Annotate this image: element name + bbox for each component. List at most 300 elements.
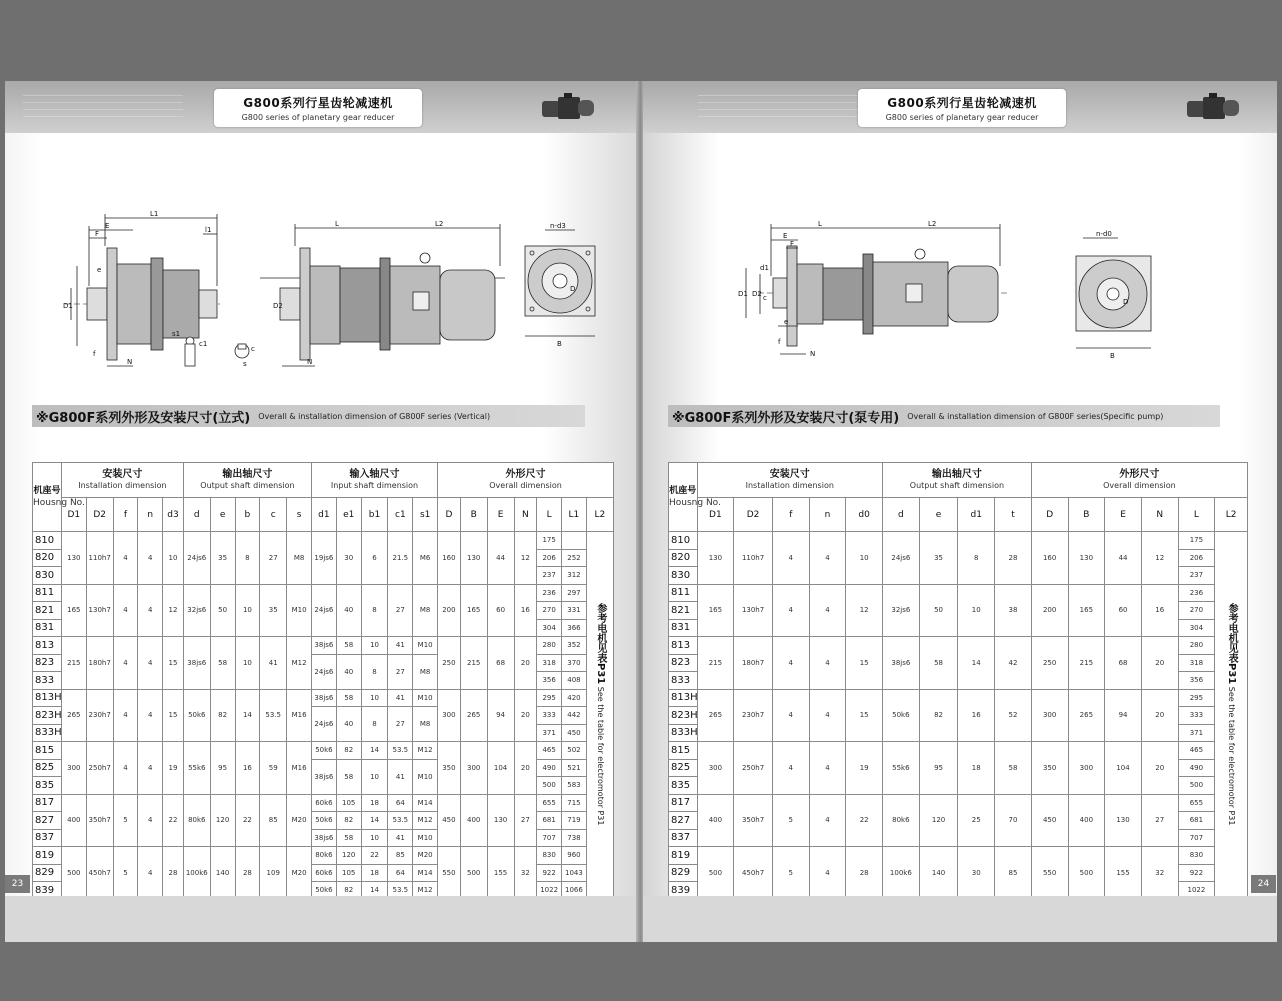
overall-value: 155 xyxy=(487,847,514,900)
housing-number: 813 xyxy=(669,637,698,655)
install-value: 4 xyxy=(113,742,138,795)
motor-note-cn: 参考电机见表P31 xyxy=(594,603,606,685)
table-row xyxy=(669,532,1248,550)
input-value: 10 xyxy=(361,759,388,794)
input-value: M20 xyxy=(413,847,438,865)
length-L1: 521 xyxy=(562,759,587,777)
r-section-title-en: Overall & installation dimension of G800F series(Specific pump) xyxy=(907,411,1164,421)
overall-value: 400 xyxy=(1068,794,1105,847)
overall-value: 165 xyxy=(1068,584,1105,637)
output-header-cn: 输出轴尺寸 xyxy=(222,469,273,480)
overall-value: 165 xyxy=(460,584,487,637)
length-L: 270 xyxy=(1178,602,1215,620)
housing-number: 823H xyxy=(33,707,62,725)
install-value: 400 xyxy=(697,794,734,847)
install-value: 4 xyxy=(138,742,163,795)
output-value: 95 xyxy=(210,742,235,795)
length-L1: 252 xyxy=(562,549,587,567)
housing-number: 830 xyxy=(669,567,698,585)
table-row xyxy=(33,532,614,550)
output-value: 95 xyxy=(919,742,958,795)
input-value: 40 xyxy=(336,654,361,689)
overall-header xyxy=(1031,463,1247,498)
install-value: 215 xyxy=(61,637,86,690)
r-section-title-cn: ※G800F系列外形及安装尺寸(泵专用) xyxy=(672,410,900,426)
motor-note-cn: 参考电机见表P31 xyxy=(1226,603,1238,685)
col-f: f xyxy=(772,498,809,532)
overall-value: 155 xyxy=(1105,847,1142,900)
title-cn-right: G800系列行星齿轮减速机 xyxy=(887,96,1037,110)
install-value: 450h7 xyxy=(734,847,773,900)
output-value: 25 xyxy=(958,794,995,847)
install-value: 130 xyxy=(61,532,86,585)
length-L: 237 xyxy=(1178,567,1215,585)
length-L1: 366 xyxy=(562,619,587,637)
housing-number: 827 xyxy=(33,812,62,830)
housing-number: 813H xyxy=(33,689,62,707)
overall-header-cn: 外形尺寸 xyxy=(505,469,546,480)
input-value: 85 xyxy=(388,847,413,865)
output-value: 50 xyxy=(210,584,235,637)
length-L: 1022 xyxy=(537,882,562,900)
overall-value: 20 xyxy=(514,689,537,742)
col-D1: D1 xyxy=(697,498,734,532)
install-value: 215 xyxy=(697,637,734,690)
overall-value: 200 xyxy=(1031,584,1068,637)
overall-value: 104 xyxy=(487,742,514,795)
length-L: 304 xyxy=(1178,619,1215,637)
section-title-en: Overall & installation dimension of G800F series (Vertical) xyxy=(258,411,491,421)
r-label-D1: D1 xyxy=(738,290,748,298)
length-L: 830 xyxy=(1178,847,1215,865)
output-value: 85 xyxy=(995,847,1032,900)
input-value: 38js6 xyxy=(312,689,337,707)
overall-header-cn: 外形尺寸 xyxy=(1119,469,1160,480)
housing-number: 813 xyxy=(33,637,62,655)
output-value: 35 xyxy=(210,532,235,585)
col-D: D xyxy=(1031,498,1068,532)
overall-value: 68 xyxy=(487,637,514,690)
overall-value: 265 xyxy=(460,689,487,742)
install-value: 4 xyxy=(809,637,846,690)
housing-cn: 机座号 xyxy=(669,486,697,496)
install-value: 4 xyxy=(138,847,163,900)
col-L1: L1 xyxy=(562,498,587,532)
output-value: 140 xyxy=(919,847,958,900)
input-value: 24js6 xyxy=(312,654,337,689)
output-value: M10 xyxy=(287,584,312,637)
label-c: c xyxy=(251,345,255,353)
col-N: N xyxy=(514,498,537,532)
label-F: F xyxy=(95,230,100,238)
input-value: 58 xyxy=(336,689,361,707)
output-value: 59 xyxy=(260,742,287,795)
motor-note-text xyxy=(595,603,605,825)
length-L: 206 xyxy=(1178,549,1215,567)
install-header xyxy=(697,463,882,498)
length-L1: 502 xyxy=(562,742,587,760)
install-value: 4 xyxy=(138,584,163,637)
housing-number: 811 xyxy=(669,584,698,602)
input-value: M10 xyxy=(413,637,438,655)
input-value: M14 xyxy=(413,864,438,882)
input-value: M8 xyxy=(413,584,438,637)
housing-number: 831 xyxy=(33,619,62,637)
install-value: 4 xyxy=(809,584,846,637)
r-label-D2: D2 xyxy=(752,290,762,298)
input-value: 8 xyxy=(361,707,388,742)
length-L: 830 xyxy=(537,847,562,865)
length-L: 304 xyxy=(537,619,562,637)
length-L1: 450 xyxy=(562,724,587,742)
length-L: 707 xyxy=(1178,829,1215,847)
input-header-cn: 输入轴尺寸 xyxy=(349,469,400,480)
page-number-right: 24 xyxy=(1251,875,1276,893)
output-value: 50k6 xyxy=(883,689,920,742)
input-value: 40 xyxy=(336,707,361,742)
output-value: 27 xyxy=(260,532,287,585)
col-t: t xyxy=(995,498,1032,532)
overall-value: 94 xyxy=(487,689,514,742)
install-value: 130h7 xyxy=(86,584,113,637)
table-row xyxy=(669,742,1248,760)
install-value: 22 xyxy=(163,794,184,847)
install-value: 28 xyxy=(163,847,184,900)
overall-value: 60 xyxy=(1105,584,1142,637)
housing-number: 825 xyxy=(669,759,698,777)
install-value: 265 xyxy=(697,689,734,742)
length-L: 371 xyxy=(537,724,562,742)
col-e: e xyxy=(919,498,958,532)
install-value: 4 xyxy=(809,847,846,900)
length-L: 655 xyxy=(1178,794,1215,812)
output-value: 70 xyxy=(995,794,1032,847)
col-L: L xyxy=(1178,498,1215,532)
r-label-L2: L2 xyxy=(928,220,937,228)
length-L1 xyxy=(562,532,587,550)
length-L1: 442 xyxy=(562,707,587,725)
title-cn: G800系列行星齿轮减速机 xyxy=(243,96,393,110)
col-c1: c1 xyxy=(388,498,413,532)
label-N2: N xyxy=(307,358,313,366)
install-value: 4 xyxy=(138,689,163,742)
col-d: d xyxy=(183,498,210,532)
housing-number: 837 xyxy=(669,829,698,847)
table-row xyxy=(33,847,614,865)
housing-number: 821 xyxy=(669,602,698,620)
input-value: 14 xyxy=(361,742,388,760)
table-row xyxy=(33,689,614,707)
install-value: 22 xyxy=(846,794,883,847)
input-value: 30 xyxy=(336,532,361,585)
input-value: 53.5 xyxy=(388,812,413,830)
output-value: 8 xyxy=(958,532,995,585)
length-L: 295 xyxy=(537,689,562,707)
overall-value: 27 xyxy=(1141,794,1178,847)
housing-number: 835 xyxy=(33,777,62,795)
output-value: 100k6 xyxy=(883,847,920,900)
input-value: 41 xyxy=(388,829,413,847)
col-n: n xyxy=(138,498,163,532)
input-value: 41 xyxy=(388,689,413,707)
output-value: M12 xyxy=(287,637,312,690)
length-L: 465 xyxy=(1178,742,1215,760)
install-value: 4 xyxy=(772,637,809,690)
housing-number: 819 xyxy=(33,847,62,865)
r-label-B: B xyxy=(1110,352,1115,360)
input-value: 50k6 xyxy=(312,882,337,900)
install-value: 300 xyxy=(61,742,86,795)
motor-note xyxy=(586,532,613,900)
overall-value: 44 xyxy=(487,532,514,585)
install-value: 180h7 xyxy=(86,637,113,690)
housing-number: 817 xyxy=(33,794,62,812)
install-value: 4 xyxy=(113,584,138,637)
overall-value: 215 xyxy=(1068,637,1105,690)
length-L1: 1043 xyxy=(562,864,587,882)
input-header-en: Input shaft dimension xyxy=(330,481,419,490)
output-value: 80k6 xyxy=(183,794,210,847)
length-L: 356 xyxy=(537,672,562,690)
install-value: 300 xyxy=(697,742,734,795)
output-value: 38js6 xyxy=(883,637,920,690)
output-value: M20 xyxy=(287,794,312,847)
input-value: 50k6 xyxy=(312,812,337,830)
pump-reducer-drawing xyxy=(738,216,1168,366)
install-value: 500 xyxy=(61,847,86,900)
overall-value: 60 xyxy=(487,584,514,637)
install-value: 110h7 xyxy=(86,532,113,585)
output-value: 140 xyxy=(210,847,235,900)
table-row xyxy=(669,689,1248,707)
install-value: 4 xyxy=(772,689,809,742)
input-value: 8 xyxy=(361,654,388,689)
gear-reducer-icon-right xyxy=(1185,91,1241,125)
overall-value: 44 xyxy=(1105,532,1142,585)
table-row xyxy=(33,742,614,760)
r-label-c: c xyxy=(763,294,767,302)
output-value: 35 xyxy=(919,532,958,585)
install-value: 180h7 xyxy=(734,637,773,690)
output-value: 58 xyxy=(995,742,1032,795)
output-value: 80k6 xyxy=(883,794,920,847)
length-L: 237 xyxy=(537,567,562,585)
input-value: 10 xyxy=(361,829,388,847)
output-value: 14 xyxy=(235,689,260,742)
length-L1: 583 xyxy=(562,777,587,795)
overall-value: 12 xyxy=(1141,532,1178,585)
col-s: s xyxy=(287,498,312,532)
overall-value: 16 xyxy=(1141,584,1178,637)
length-L1: 960 xyxy=(562,847,587,865)
input-value: M12 xyxy=(413,742,438,760)
length-L1: 738 xyxy=(562,829,587,847)
label-s1: s1 xyxy=(172,330,181,338)
length-L: 333 xyxy=(1178,707,1215,725)
overall-value: 20 xyxy=(1141,742,1178,795)
install-value: 4 xyxy=(138,532,163,585)
housing-number: 810 xyxy=(669,532,698,550)
output-value: 24js6 xyxy=(883,532,920,585)
output-header xyxy=(183,463,311,498)
r-label-n-d0: n-d0 xyxy=(1096,230,1112,238)
input-value: 105 xyxy=(336,864,361,882)
install-value: 4 xyxy=(809,689,846,742)
housing-number: 823 xyxy=(33,654,62,672)
install-value: 19 xyxy=(846,742,883,795)
input-value: 105 xyxy=(336,794,361,812)
col-D: D xyxy=(438,498,461,532)
housing-number: 835 xyxy=(669,777,698,795)
label-e: e xyxy=(97,266,102,274)
length-L: 356 xyxy=(1178,672,1215,690)
housing-number: 839 xyxy=(669,882,698,900)
label-N: N xyxy=(127,358,133,366)
install-value: 4 xyxy=(138,637,163,690)
length-L: 236 xyxy=(1178,584,1215,602)
housing-number: 833H xyxy=(669,724,698,742)
overall-value: 130 xyxy=(487,794,514,847)
output-header-en: Output shaft dimension xyxy=(909,481,1005,490)
install-value: 12 xyxy=(846,584,883,637)
housing-number: 827 xyxy=(669,812,698,830)
input-value: 10 xyxy=(361,689,388,707)
label-D: D xyxy=(570,285,576,293)
install-value: 130 xyxy=(697,532,734,585)
install-value: 5 xyxy=(772,794,809,847)
install-value: 10 xyxy=(846,532,883,585)
overall-value: 32 xyxy=(514,847,537,900)
input-value: 40 xyxy=(336,584,361,637)
left-dimension-table xyxy=(32,462,614,900)
install-value: 12 xyxy=(163,584,184,637)
output-value: 82 xyxy=(919,689,958,742)
table-row xyxy=(669,637,1248,655)
r-label-e: e xyxy=(784,318,789,326)
table-row xyxy=(669,794,1248,812)
install-header-en: Installation dimension xyxy=(745,481,834,490)
overall-value: 104 xyxy=(1105,742,1142,795)
vertical-reducer-drawing xyxy=(45,206,600,371)
output-value: 85 xyxy=(260,794,287,847)
overall-value: 350 xyxy=(438,742,461,795)
input-value: 53.5 xyxy=(388,742,413,760)
length-L1: 715 xyxy=(562,794,587,812)
output-value: 55k6 xyxy=(883,742,920,795)
output-header-en: Output shaft dimension xyxy=(200,481,295,490)
input-value: 6 xyxy=(361,532,388,585)
housing-number: 829 xyxy=(33,864,62,882)
length-L: 295 xyxy=(1178,689,1215,707)
output-value: 22 xyxy=(235,794,260,847)
length-L: 681 xyxy=(1178,812,1215,830)
label-E: E xyxy=(105,222,110,230)
output-value: 50 xyxy=(919,584,958,637)
install-value: 4 xyxy=(138,794,163,847)
right-page xyxy=(643,81,1277,942)
output-value: 58 xyxy=(210,637,235,690)
output-value: 30 xyxy=(958,847,995,900)
output-value: 38 xyxy=(995,584,1032,637)
input-value: 80k6 xyxy=(312,847,337,865)
install-value: 400 xyxy=(61,794,86,847)
input-value: 10 xyxy=(361,637,388,655)
output-value: 32js6 xyxy=(883,584,920,637)
install-value: 110h7 xyxy=(734,532,773,585)
overall-value: 32 xyxy=(1141,847,1178,900)
install-value: 5 xyxy=(113,847,138,900)
overall-value: 550 xyxy=(438,847,461,900)
overall-value: 20 xyxy=(1141,637,1178,690)
table-row xyxy=(669,584,1248,602)
right-section-title xyxy=(668,405,1220,427)
output-value: 16 xyxy=(958,689,995,742)
install-header-en: Installation dimension xyxy=(78,481,167,490)
output-value: 38js6 xyxy=(183,637,210,690)
header-band-right xyxy=(643,81,1277,133)
col-d0: d0 xyxy=(846,498,883,532)
header-decoration xyxy=(23,89,183,125)
input-value: 41 xyxy=(388,637,413,655)
overall-value: 500 xyxy=(1068,847,1105,900)
input-value: 8 xyxy=(361,584,388,637)
install-value: 130h7 xyxy=(734,584,773,637)
col-n: n xyxy=(809,498,846,532)
output-value: 28 xyxy=(995,532,1032,585)
r-label-f: f xyxy=(778,338,781,346)
length-L1: 408 xyxy=(562,672,587,690)
input-value: 27 xyxy=(388,654,413,689)
input-value: 53.5 xyxy=(388,882,413,900)
input-value: 64 xyxy=(388,794,413,812)
r-label-F: F xyxy=(790,240,795,248)
overall-value: 27 xyxy=(514,794,537,847)
output-value: 52 xyxy=(995,689,1032,742)
overall-value: 450 xyxy=(1031,794,1068,847)
overall-header-en: Overall dimension xyxy=(1103,481,1176,490)
overall-value: 550 xyxy=(1031,847,1068,900)
length-L: 655 xyxy=(537,794,562,812)
output-value: 55k6 xyxy=(183,742,210,795)
col-B: B xyxy=(1068,498,1105,532)
r-label-N: N xyxy=(810,350,816,358)
output-value: 16 xyxy=(235,742,260,795)
housing-number: 831 xyxy=(669,619,698,637)
overall-value: 500 xyxy=(460,847,487,900)
input-value: 58 xyxy=(336,759,361,794)
input-value: M14 xyxy=(413,794,438,812)
overall-value: 160 xyxy=(438,532,461,585)
input-value: 22 xyxy=(361,847,388,865)
col-E: E xyxy=(1105,498,1142,532)
length-L1: 719 xyxy=(562,812,587,830)
length-L: 500 xyxy=(1178,777,1215,795)
input-value: M8 xyxy=(413,707,438,742)
install-value: 350h7 xyxy=(734,794,773,847)
install-value: 10 xyxy=(163,532,184,585)
left-page xyxy=(5,81,638,942)
output-value: 120 xyxy=(919,794,958,847)
input-header xyxy=(312,463,438,498)
table-row xyxy=(669,847,1248,865)
overall-value: 68 xyxy=(1105,637,1142,690)
length-L: 922 xyxy=(537,864,562,882)
col-d: d xyxy=(883,498,920,532)
input-value: M10 xyxy=(413,829,438,847)
input-value: M12 xyxy=(413,812,438,830)
col-D2: D2 xyxy=(734,498,773,532)
input-value: 41 xyxy=(388,759,413,794)
